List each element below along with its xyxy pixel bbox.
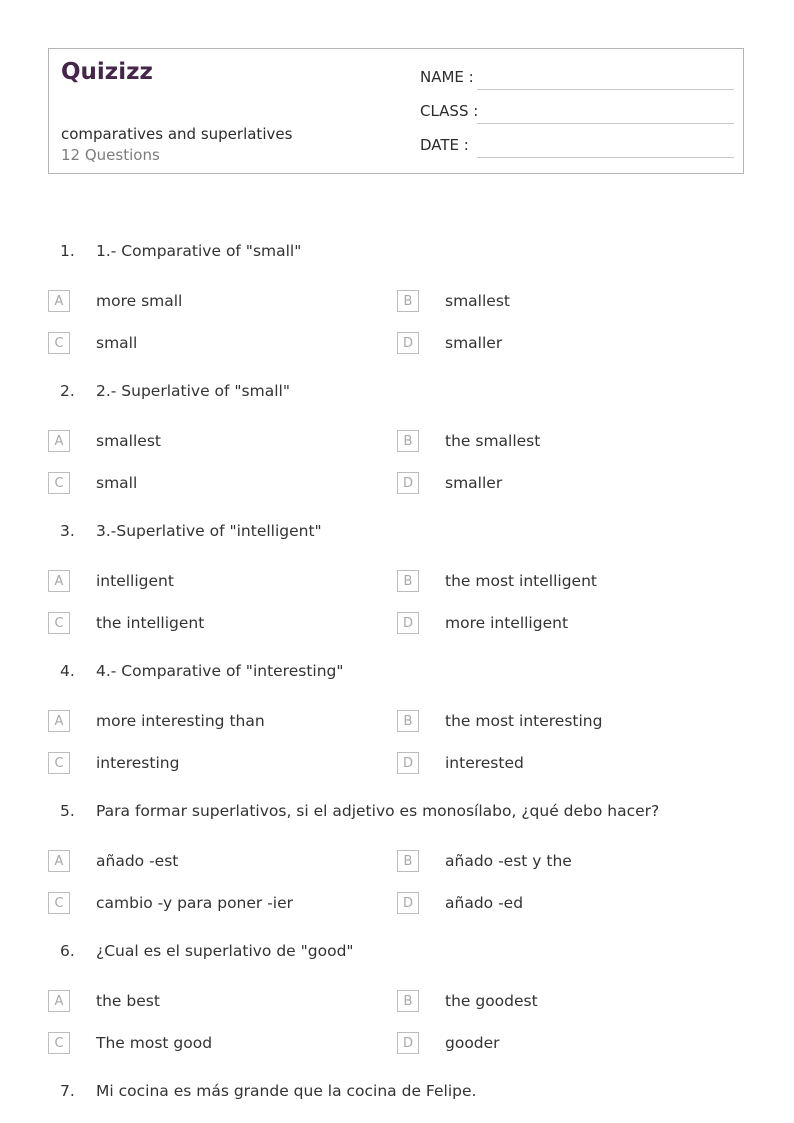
question-number: 2. [60,382,75,400]
answer-option[interactable] [48,710,368,734]
option-letter-box[interactable]: D [397,612,419,634]
option-letter-box[interactable]: B [397,430,419,452]
option-letter-box[interactable]: B [397,710,419,732]
date-line[interactable] [477,157,734,158]
option-text: small [96,474,138,492]
answer-option[interactable] [397,990,717,1014]
question-text: ¿Cual es el superlativo de "good" [96,942,354,960]
answer-option[interactable] [48,332,368,356]
answer-option[interactable] [48,990,368,1014]
option-text: more small [96,292,183,310]
class-field[interactable] [420,102,734,124]
answer-option[interactable] [48,892,368,916]
option-letter-box[interactable]: B [397,290,419,312]
option-text: the best [96,992,160,1010]
option-text: more intelligent [445,614,569,632]
question-number: 3. [60,522,75,540]
option-text: the smallest [445,432,541,450]
option-text: the most intelligent [445,572,597,590]
option-text: cambio -y para poner -ier [96,894,294,912]
quizizz-logo: Quizizz [61,59,153,85]
answer-option[interactable] [48,472,368,496]
option-text: intelligent [96,572,174,590]
option-letter-box[interactable]: A [48,290,70,312]
answer-option[interactable] [397,332,717,356]
question-text: Mi cocina es más grande que la cocina de Felipe. [96,1082,477,1100]
question-number: 1. [60,242,75,260]
worksheet-header [48,48,744,174]
answer-option[interactable] [48,430,368,454]
option-letter-box[interactable]: C [48,332,70,354]
option-text: añado -ed [445,894,524,912]
question-number: 6. [60,942,75,960]
question-count: 12 Questions [61,146,160,164]
option-letter-box[interactable]: A [48,990,70,1012]
question-number: 4. [60,662,75,680]
class-label: CLASS : [420,102,479,120]
name-field[interactable] [420,68,734,90]
option-letter-box[interactable]: C [48,1032,70,1054]
answer-option[interactable] [48,1032,368,1056]
option-text: interesting [96,754,180,772]
answer-option[interactable] [397,710,717,734]
option-text: smaller [445,474,503,492]
question-text: 4.- Comparative of "interesting" [96,662,344,680]
answer-option[interactable] [397,290,717,314]
option-text: gooder [445,1034,500,1052]
answer-option[interactable] [48,612,368,636]
question-text: 1.- Comparative of "small" [96,242,302,260]
date-field[interactable] [420,136,734,158]
answer-option[interactable] [48,290,368,314]
option-text: small [96,334,138,352]
question-text: 2.- Superlative of "small" [96,382,290,400]
option-letter-box[interactable]: A [48,710,70,732]
option-letter-box[interactable]: A [48,430,70,452]
answer-option[interactable] [397,850,717,874]
option-letter-box[interactable]: D [397,472,419,494]
option-text: interested [445,754,524,772]
question-number: 7. [60,1082,75,1100]
answer-option[interactable] [397,570,717,594]
option-text: smallest [445,292,510,310]
option-letter-box[interactable]: A [48,850,70,872]
option-letter-box[interactable]: C [48,612,70,634]
option-text: smallest [96,432,161,450]
question-text: Para formar superlativos, si el adjetivo es monosílabo, ¿qué debo hacer? [96,802,660,820]
answer-option[interactable] [397,612,717,636]
option-letter-box[interactable]: D [397,752,419,774]
answer-option[interactable] [397,892,717,916]
answer-option[interactable] [397,430,717,454]
question-number: 5. [60,802,75,820]
option-letter-box[interactable]: C [48,892,70,914]
option-text: the most interesting [445,712,603,730]
answer-option[interactable] [397,472,717,496]
option-letter-box[interactable]: B [397,570,419,592]
option-text: The most good [96,1034,213,1052]
option-text: more interesting than [96,712,265,730]
option-letter-box[interactable]: D [397,332,419,354]
answer-option[interactable] [48,850,368,874]
answer-option[interactable] [48,570,368,594]
worksheet-title: comparatives and superlatives [61,125,293,143]
question-text: 3.-Superlative of "intelligent" [96,522,322,540]
option-letter-box[interactable]: D [397,892,419,914]
option-letter-box[interactable]: A [48,570,70,592]
name-line[interactable] [477,89,734,90]
option-text: añado -est [96,852,179,870]
answer-option[interactable] [48,752,368,776]
option-text: añado -est y the [445,852,572,870]
option-text: the intelligent [96,614,205,632]
option-letter-box[interactable]: B [397,990,419,1012]
option-text: the goodest [445,992,538,1010]
date-label: DATE : [420,136,469,154]
option-text: smaller [445,334,503,352]
option-letter-box[interactable]: D [397,1032,419,1054]
option-letter-box[interactable]: B [397,850,419,872]
option-letter-box[interactable]: C [48,472,70,494]
answer-option[interactable] [397,752,717,776]
answer-option[interactable] [397,1032,717,1056]
class-line[interactable] [477,123,734,124]
name-label: NAME : [420,68,474,86]
option-letter-box[interactable]: C [48,752,70,774]
